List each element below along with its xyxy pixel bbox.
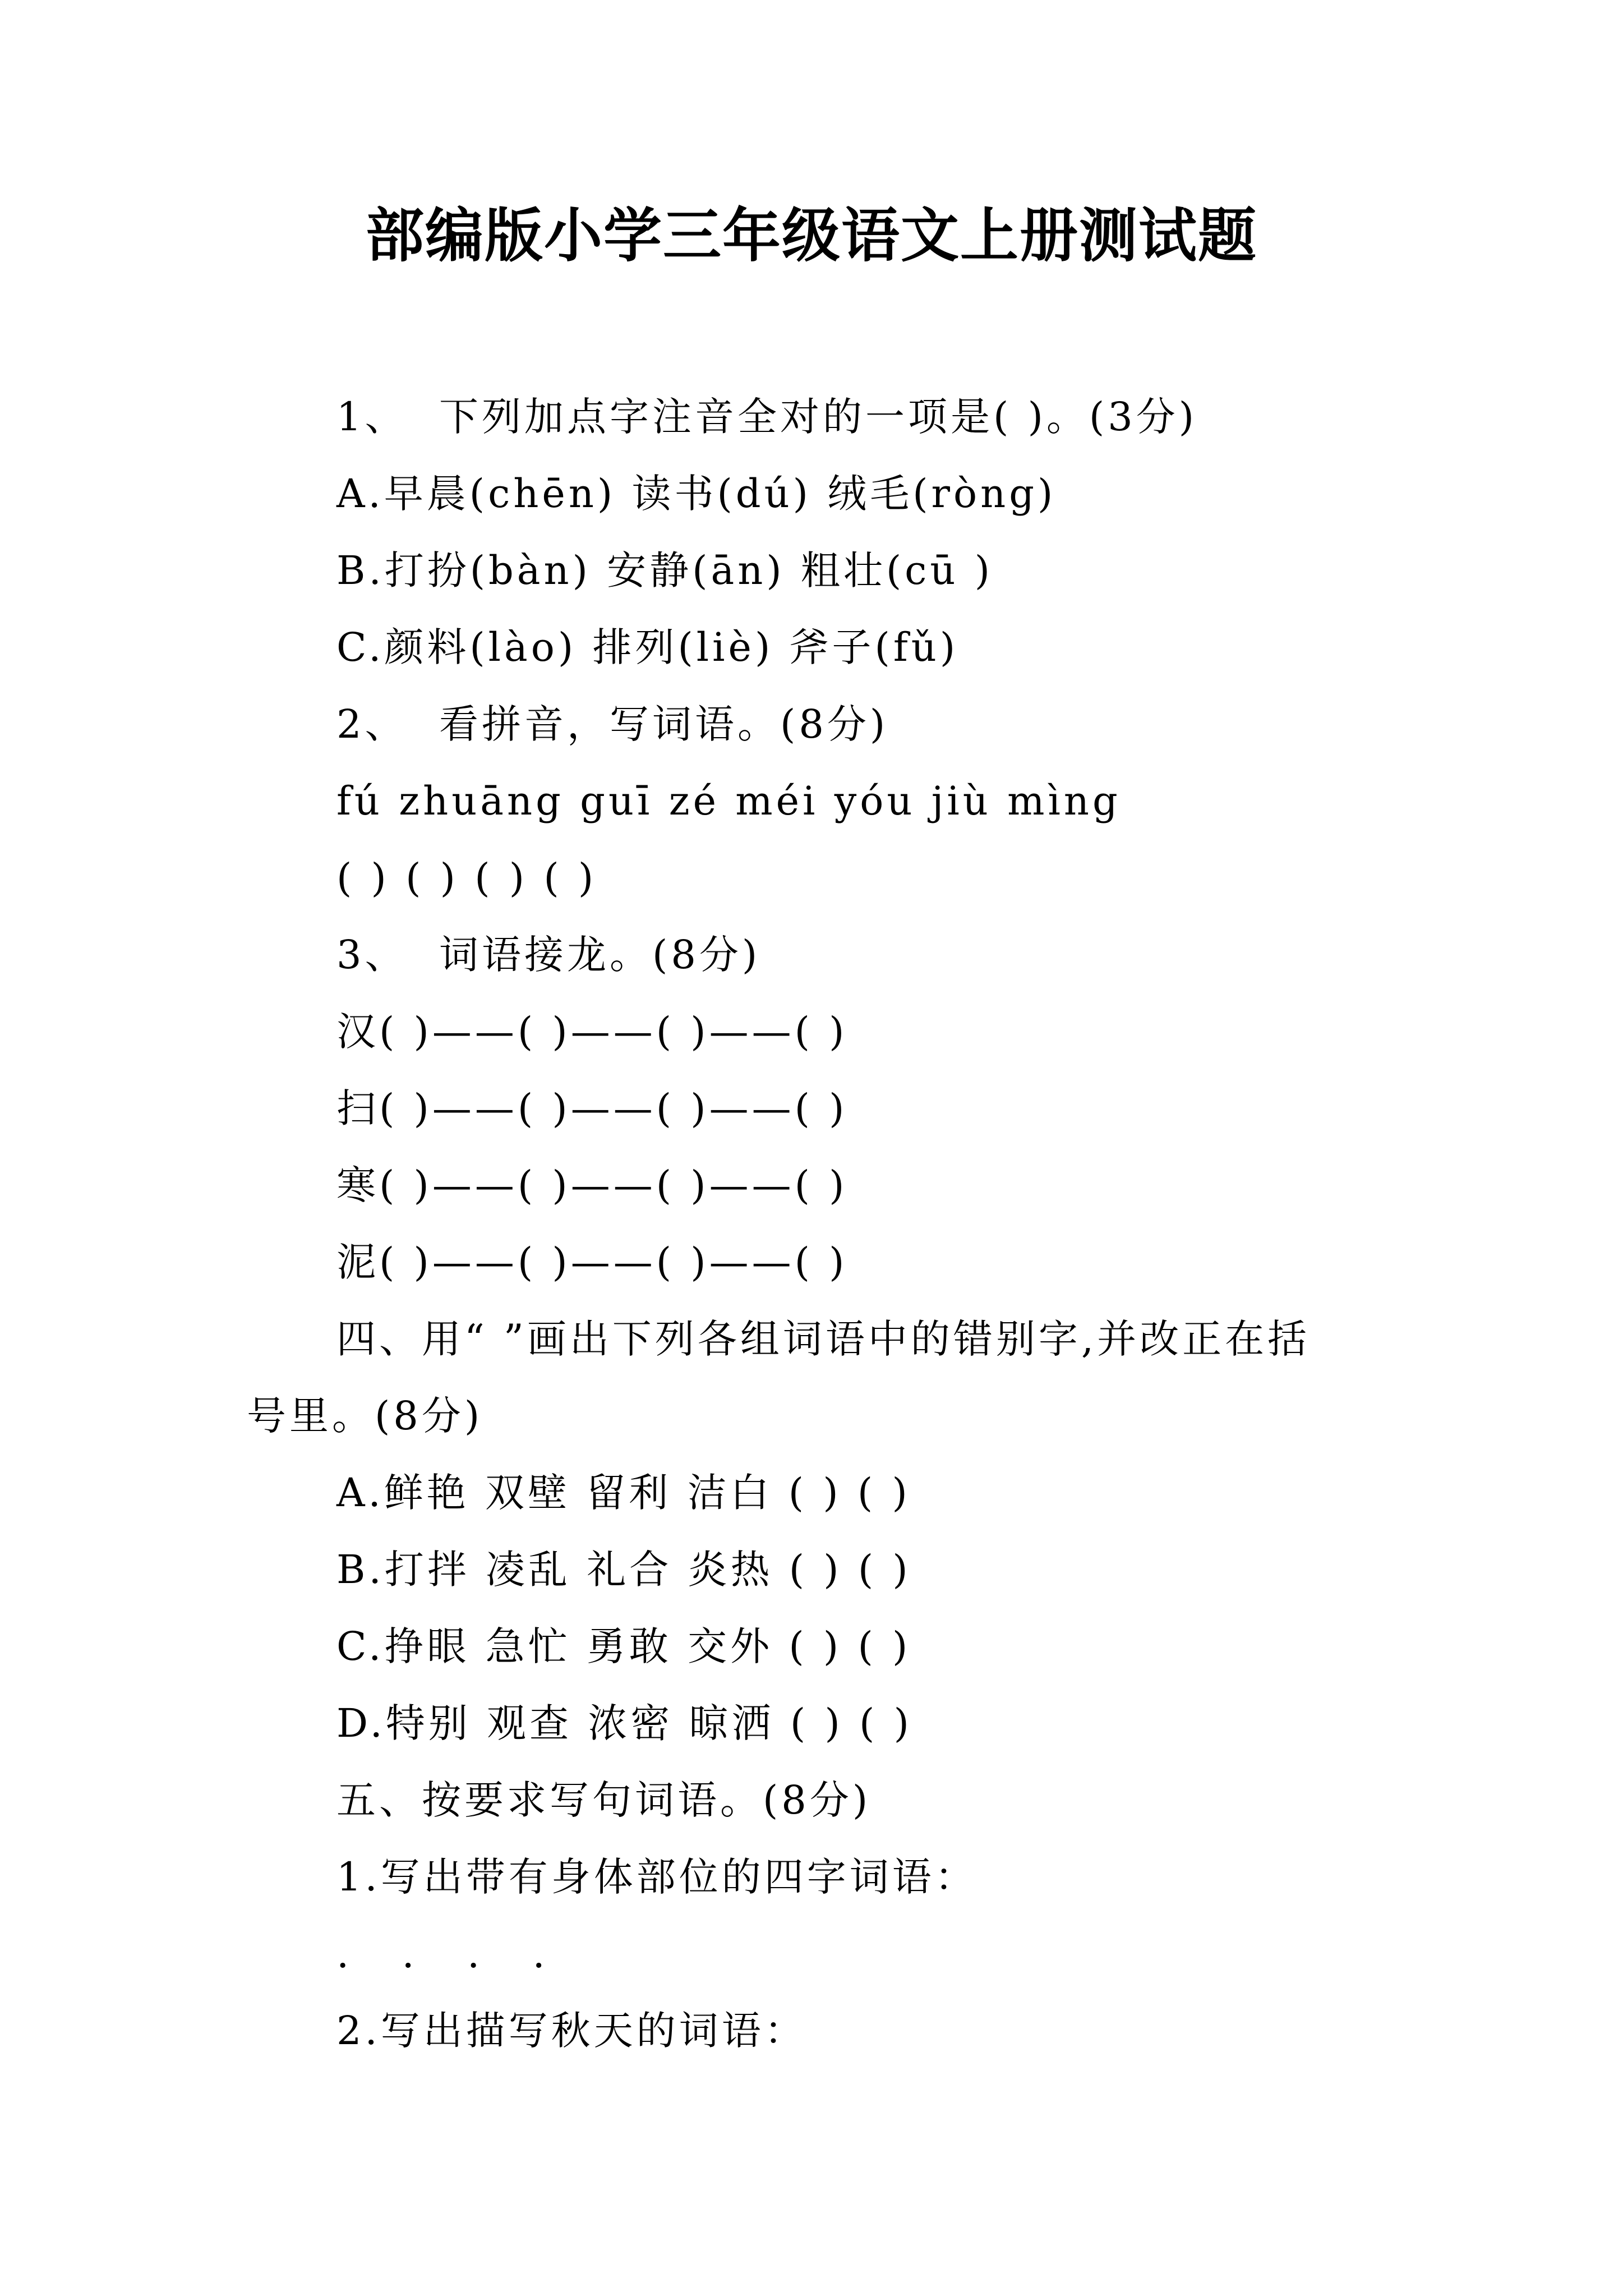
- q2-pinyin: fú zhuāng guī zé méi yóu jiù mìng: [336, 778, 1121, 824]
- q5-heading: 五、按要求写句词语。(8分): [336, 1777, 872, 1823]
- q1-option-b: B.打扮(bàn) 安静(ān) 粗壮(cū ): [336, 547, 994, 593]
- q4-option-c: C.挣眼 急忙 勇敢 交外 ( ) ( ): [336, 1623, 911, 1669]
- q4-option-b: B.打拌 凌乱 礼合 炎热 ( ) ( ): [336, 1547, 911, 1593]
- q5-item-2: 2.写出描写秋天的词语：: [336, 2008, 807, 2054]
- q4-heading-continued: 号里。(8分): [247, 1393, 483, 1439]
- q3-chain-4: 泥( )——( )——( )——( ): [336, 1239, 848, 1285]
- q5-item-1: 1.写出带有身体部位的四字词语：: [336, 1854, 978, 1900]
- q1-option-a: A.早晨(chēn) 读书(dú) 绒毛(ròng): [336, 471, 1057, 517]
- q2-heading: 2、 看拼音，写词语。(8分): [336, 701, 889, 747]
- q3-heading: 3、 词语接龙。(8分): [336, 932, 761, 978]
- document-title: 部编版小学三年级语文上册测试题: [365, 201, 1257, 270]
- q1-option-c: C.颜料(lào) 排列(liè) 斧子(fǔ): [336, 624, 959, 670]
- q3-chain-3: 寒( )——( )——( )——( ): [336, 1162, 848, 1208]
- q4-option-d: D.特别 观查 浓密 晾洒 ( ) ( ): [336, 1700, 912, 1746]
- question-body: [247, 379, 1385, 2069]
- q3-chain-2: 扫( )——( )——( )——( ): [336, 1085, 848, 1131]
- q2-answer-blanks: ( ) ( ) ( ) ( ): [336, 855, 597, 901]
- q3-chain-1: 汉( )——( )——( )——( ): [336, 1009, 848, 1055]
- q4-heading: 四、用“ ”画出下列各组词语中的错别字,并改正在括: [336, 1316, 1311, 1362]
- q1-heading: 1、 下列加点字注音全对的一项是( )。(3分): [336, 394, 1198, 440]
- q4-option-a: A.鲜艳 双壁 留利 洁白 ( ) ( ): [336, 1470, 911, 1516]
- q5-item-1-answer-dots: . . . .: [336, 1931, 565, 1977]
